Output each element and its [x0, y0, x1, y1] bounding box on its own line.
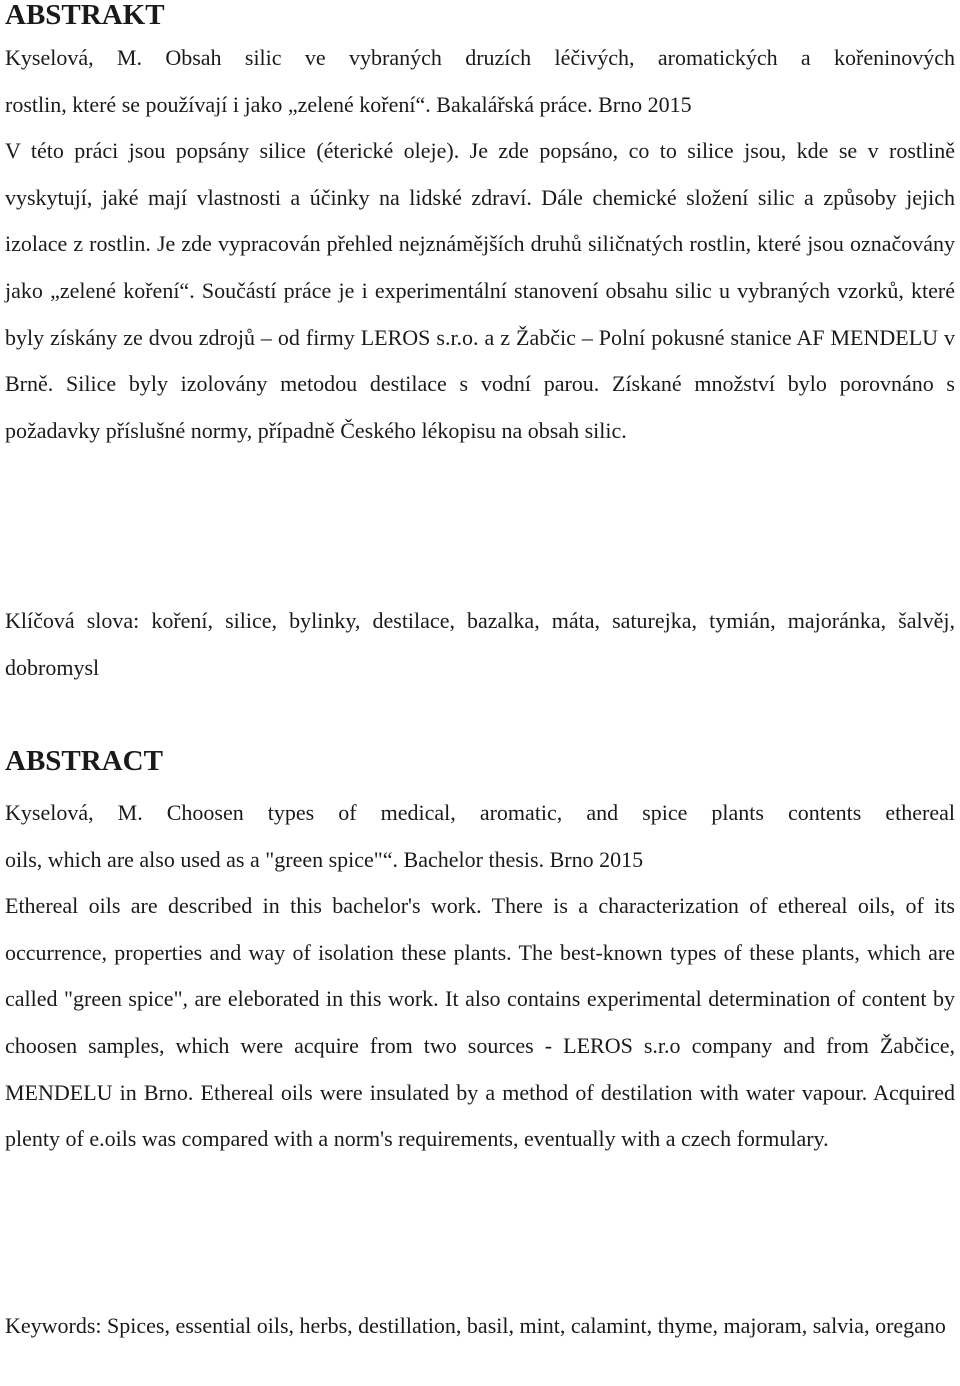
- abstract-czech-text: V této práci jsou popsány silice (éterické oleje). Je zde popsáno, co to silice jsou, kde se v rostlině vyskytují, jaké mají vlastnosti a účinky na lidské zdraví. Dále chemické složení silic a způsoby jejich izolace z rostlin. Je zde vypracován přehled nejznámějších druhů siličnatých rostlin, které jsou označovány jako „zelené koření“. Součástí práce je i experimentální stanovení obsahu silic u vybraných vzorků, které byly získány ze dvou zdrojů – od firmy LEROS s.r.o. a z Žabčic – Polní pokusné stanice AF MENDELU v Brně. Silice byly izolovány metodou destilace s vodní parou. Získané množství bylo porovnáno s požadavky příslušné normy, případně Českého lékopisu na obsah silic.: [5, 138, 955, 443]
- abstract-english-keywords: Keywords: Spices, essential oils, herbs, destillation, basil, mint, calamint, thyme, majoram, salvia, oregano: [5, 1313, 946, 1338]
- abstract-english-text: Ethereal oils are described in this bachelor's work. There is a characterization of ethereal oils, of its occurrence, properties and way of isolation these plants. The best-known types of these plants, which are called "green spice", are eleborated in this work. It also contains experimental determination of content by choosen samples, which were acquire from two sources - LEROS s.r.o company and from Žabčice, MENDELU in Brno. Ethereal oils were insulated by a method of destilation with water vapour. Acquired plenty of e.oils was compared with a norm's requirements, eventually with a czech formulary.: [5, 893, 955, 1152]
- abstract-czech-body: [5, 35, 955, 454]
- abstract-czech-citation-line-2: rostlin, které se používají i jako „zelené koření“. Bakalářská práce. Brno 2015: [5, 91, 692, 117]
- abstract-czech-citation-line-1: Kyselová, M. Obsah silic ve vybraných druzích léčivých, aromatických a kořeninových: [5, 45, 955, 70]
- abstract-czech-keywords: Klíčová slova: koření, silice, bylinky, destilace, bazalka, máta, saturejka, tymián, majoránka, šalvěj, dobromysl: [5, 608, 955, 680]
- abstract-czech-heading: ABSTRAKT: [5, 0, 165, 31]
- abstract-english-heading: ABSTRACT: [5, 745, 163, 777]
- abstract-english-body: [5, 790, 955, 1163]
- abstract-english-citation-line-1: Kyselová, M. Choosen types of medical, aromatic, and spice plants contents ethereal: [5, 800, 955, 825]
- abstract-english-citation-line-2: oils, which are also used as a "green spice"“. Bachelor thesis. Brno 2015: [5, 846, 644, 872]
